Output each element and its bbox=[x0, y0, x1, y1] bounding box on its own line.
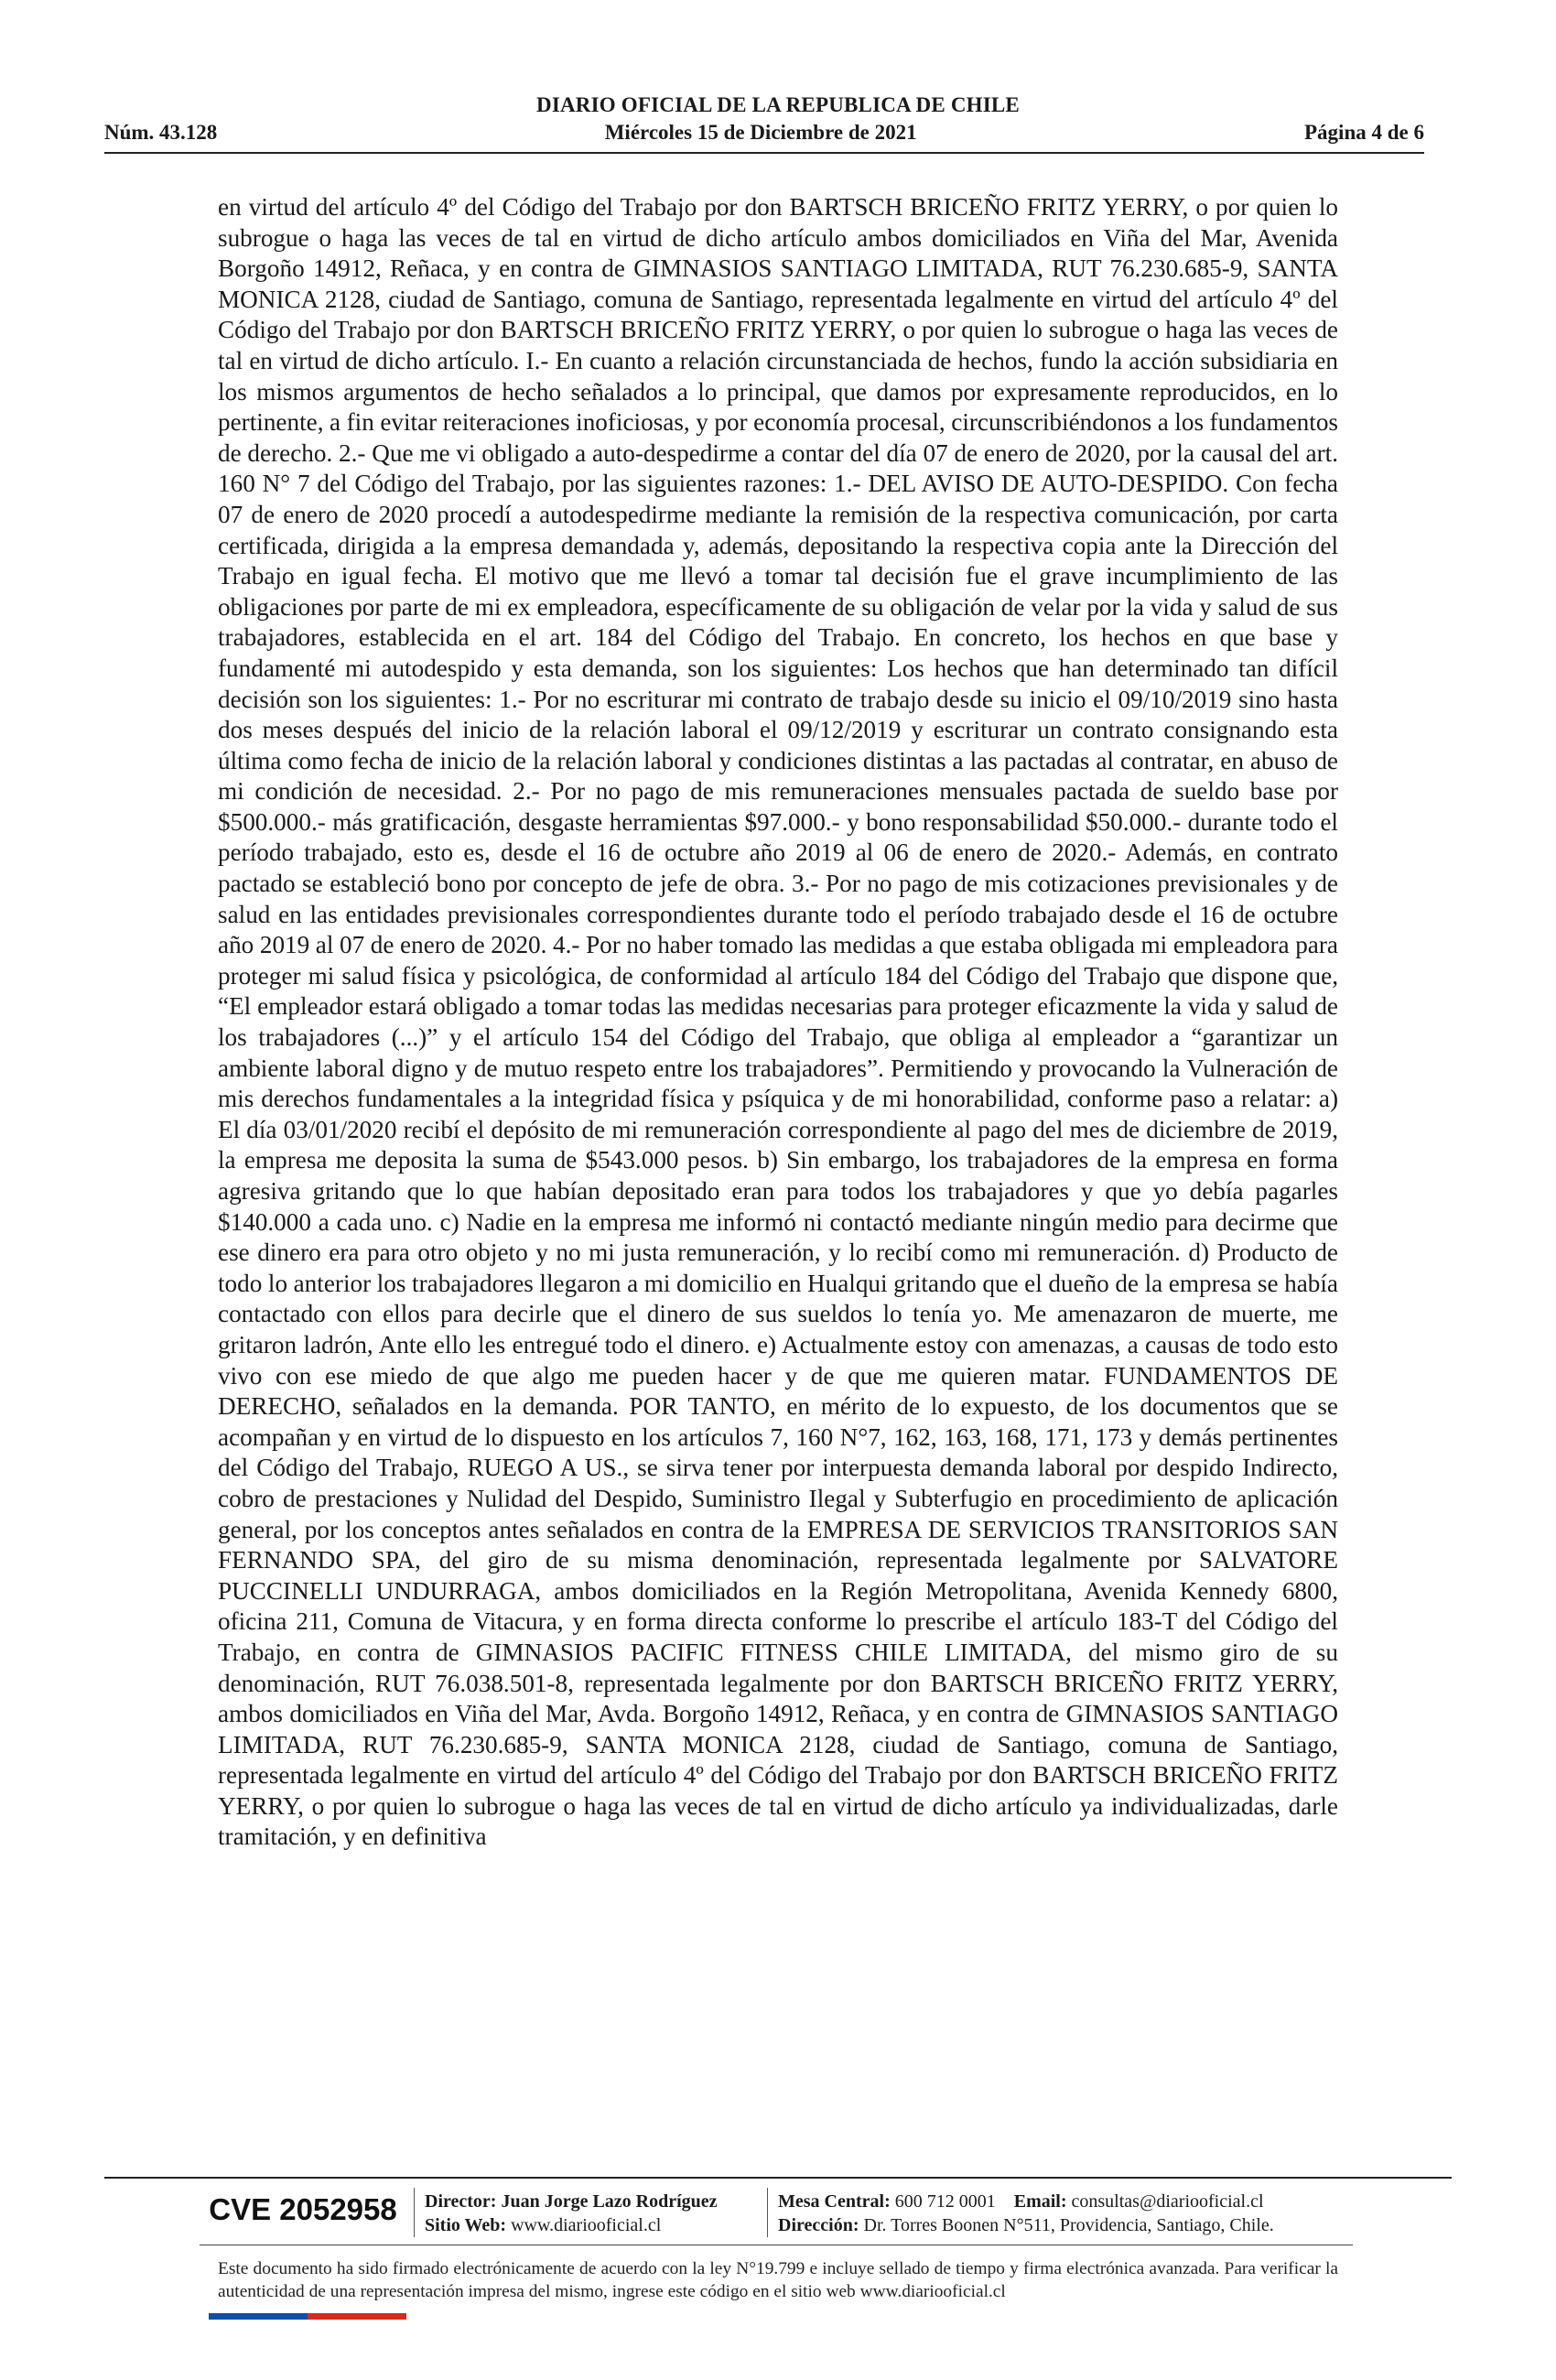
flag-red-segment bbox=[308, 2313, 406, 2320]
footer-divider bbox=[104, 2177, 1452, 2179]
footer-contact-block bbox=[778, 2190, 1274, 2237]
address-value: Dr. Torres Boonen N°511, Providencia, Santiago, Chile. bbox=[863, 2215, 1274, 2235]
director-name: Juan Jorge Lazo Rodríguez bbox=[501, 2191, 718, 2212]
footer-separator bbox=[767, 2188, 768, 2237]
phone-number: 600 712 0001 bbox=[894, 2191, 996, 2212]
document-body bbox=[218, 192, 1338, 1853]
email-label: Email: bbox=[1013, 2191, 1067, 2212]
website-label: Sitio Web: bbox=[425, 2215, 507, 2235]
header-row bbox=[104, 121, 1424, 145]
email-link[interactable]: consultas@diariooficial.cl bbox=[1071, 2191, 1264, 2212]
address-label: Dirección: bbox=[778, 2215, 859, 2235]
flag-blue-segment bbox=[209, 2313, 308, 2320]
header-divider bbox=[104, 152, 1424, 154]
footer-separator bbox=[414, 2188, 415, 2237]
director-label: Director: bbox=[425, 2191, 497, 2212]
phone-label: Mesa Central: bbox=[778, 2191, 891, 2212]
issue-number: Núm. 43.128 bbox=[104, 121, 218, 144]
page-indicator: Página 4 de 6 bbox=[1304, 121, 1424, 144]
cve-code: CVE 2052958 bbox=[209, 2192, 397, 2226]
footer-director-block bbox=[425, 2190, 718, 2237]
issue-date: Miércoles 15 de Diciembre de 2021 bbox=[604, 121, 917, 144]
flag-color-bar bbox=[209, 2313, 406, 2320]
signature-notice: Este documento ha sido firmado electrónicamente de acuerdo con la ley N°19.799 e incluye sellado de tiempo y firma electrónica avanzada. Para verificar la autenticidad de una representación impresa del mismo, ingrese este código en el sitio web www.diariooficial.cl bbox=[218, 2259, 1338, 2301]
newspaper-title: DIARIO OFICIAL DE LA REPUBLICA DE CHILE bbox=[536, 93, 1020, 116]
body-paragraph: en virtud del artículo 4º del Código del Trabajo por don BARTSCH BRICEÑO FRITZ YERRY, o por quien lo subrogue o haga las veces de tal en virtud de dicho artículo ambos domiciliados en Viña del Mar, Avenida Borgoño 14912, Reñaca, y en contra de GIMNASIOS SANTIAGO LIMITADA, RUT 76.230.685-9, SANTA MONICA 2128, ciudad de Santiago, comuna de Santiago, representada legalmente en virtud del artículo 4º del Código del Trabajo por don BARTSCH BRICEÑO FRITZ YERRY, o por quien lo subrogue o haga las veces de tal en virtud de dicho artículo. I.- En cuanto a relación circunstanciada de hechos, fundo la acción subsidiaria en los mismos argumentos de hecho señalados a lo principal, que damos por expresamente reproducidos, en lo pertinente, a fin evitar reiteraciones inoficiosas, y por economía procesal, circunscribiéndonos a los fundamentos de derecho. 2.- Que me vi obligado a auto-despedirme a contar del día 07 de enero de 2020, por la causal del art. 160 N° 7 del Código del Trabajo, por las siguientes razones: 1.- DEL AVISO DE AUTO-DESPIDO. Con fecha 07 de enero de 2020 procedí a autodespedirme mediante la remisión de la respectiva comunicación, por carta certificada, dirigida a la empresa demandada y, además, depositando la respectiva copia ante la Dirección del Trabajo en igual fecha. El motivo que me llevó a tomar tal decisión fue el grave incumplimiento de las obligaciones por parte de mi ex empleadora, específicamente de su obligación de velar por la vida y salud de sus trabajadores, establecida en el art. 184 del Código del Trabajo. En concreto, los hechos en que base y fundamenté mi autodespido y esta demanda, son los siguientes: Los hechos que han determinado tan difícil decisión son los siguientes: 1.- Por no escriturar mi contrato de trabajo desde su inicio el 09/10/2019 sino hasta dos meses después del inicio de la relación laboral el 09/12/2019 y escriturar un contrato consignando esta última como fecha de inicio de la relación laboral y condiciones distintas a las pactadas al contratar, en abuso de mi condición de necesidad. 2.- Por no pago de mis remuneraciones mensuales pactada de sueldo base por $500.000.- más gratificación, desgaste herramientas $97.000.- y bono responsabilidad $50.000.- durante todo el período trabajado, esto es, desde el 16 de octubre año 2019 al 06 de enero de 2020.- Además, en contrato pactado se estableció bono por concepto de jefe de obra. 3.- Por no pago de mis cotizaciones previsionales y de salud en las entidades previsionales correspondientes durante todo el período trabajado desde el 16 de octubre año 2019 al 07 de enero de 2020. 4.- Por no haber tomado las medidas a que estaba obligada mi empleadora para proteger mi salud física y psicológica, de conformidad al artículo 184 del Código del Trabajo que dispone que, “El empleador estará obligado a tomar todas las medidas necesarias para proteger eficazmente la vida y salud de los trabajadores (...)” y el artículo 154 del Código del Trabajo, que obliga al empleador a “garantizar un ambiente laboral digno y de mutuo respeto entre los trabajadores”. Permitiendo y provocando la Vulneración de mis derechos fundamentales a la integridad física y psíquica y de mi honorabilidad, conforme paso a relatar: a) El día 03/01/2020 recibí el depósito de mi remuneración correspondiente al pago del mes de diciembre de 2019, la empresa me deposita la suma de $543.000 pesos. b) Sin embargo, los trabajadores de la empresa en forma agresiva gritando que lo que habían depositado eran para todos los trabajadores y que yo debía pagarles $140.000 a cada uno. c) Nadie en la empresa me informó ni contactó mediante ningún medio para decirme que ese dinero era para otro objeto y no mi justa remuneración, y lo recibí como mi remuneración. d) Producto de todo lo anterior los trabajadores llegaron a mi domicilio en Hualqui gritando que el dueño de la empresa se había contactado con ellos para decirle que el dinero de sus sueldos lo tenía yo. Me amenazaron de muerte, me gritaron ladrón, Ante ello les entregué todo el dinero. e) Actualmente estoy con amenazas, a causas de todo esto vivo con ese miedo de que algo me pueden hacer y de que me quieren matar. FUNDAMENTOS DE DERECHO, señalados en la demanda. POR TANTO, en mérito de lo expuesto, de los documentos que se acompañan y en virtud de lo dispuesto en los artículos 7, 160 N°7, 162, 163, 168, 171, 173 y demás pertinentes del Código del Trabajo, RUEGO A US., se sirva tener por interpuesta demanda laboral por despido Indirecto, cobro de prestaciones y Nulidad del Despido, Suministro Ilegal y Subterfugio en procedimiento de aplicación general, por los conceptos antes señalados en contra de la EMPRESA DE SERVICIOS TRANSITORIOS SAN FERNANDO SPA, del giro de su misma denominación, representada legalmente por SALVATORE PUCCINELLI UNDURRAGA, ambos domiciliados en la Región Metropolitana, Avenida Kennedy 6800, oficina 211, Comuna de Vitacura, y en forma directa conforme lo prescribe el artículo 183-T del Código del Trabajo, en contra de GIMNASIOS PACIFIC FITNESS CHILE LIMITADA, del mismo giro de su denominación, RUT 76.038.501-8, representada legalmente por don BARTSCH BRICEÑO FRITZ YERRY, ambos domiciliados en Viña del Mar, Avda. Borgoño 14912, Reñaca, y en contra de GIMNASIOS SANTIAGO LIMITADA, RUT 76.230.685-9, SANTA MONICA 2128, ciudad de Santiago, comuna de Santiago, representada legalmente en virtud del artículo 4º del Código del Trabajo por don BARTSCH BRICEÑO FRITZ YERRY, o por quien lo subrogue o haga las veces de tal en virtud de dicho artículo ya individualizadas, darle tramitación, y en definitiva bbox=[218, 193, 1338, 1851]
website-link[interactable]: www.diariooficial.cl bbox=[511, 2215, 662, 2235]
